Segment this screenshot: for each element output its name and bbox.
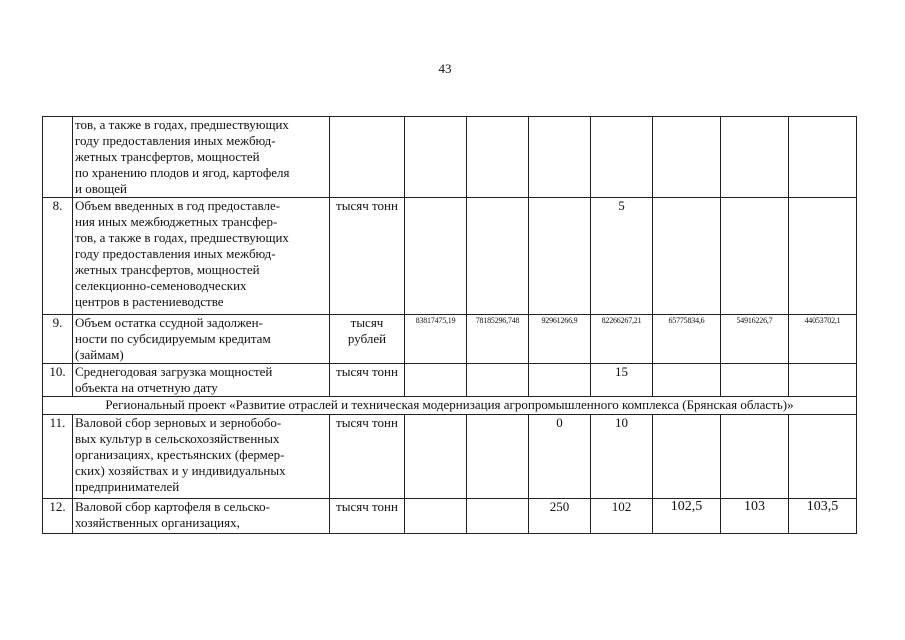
value-cell: 83817475,19 bbox=[405, 315, 467, 364]
table-row bbox=[43, 415, 857, 499]
value-cell bbox=[653, 117, 721, 198]
value-cell: 103 bbox=[721, 499, 789, 534]
value-cell: 10 bbox=[591, 415, 653, 499]
value-cell bbox=[789, 117, 857, 198]
row-number bbox=[43, 117, 73, 198]
value-cell: 54916226,7 bbox=[721, 315, 789, 364]
indicators-table bbox=[42, 116, 857, 534]
value-cell bbox=[721, 364, 789, 397]
value-cell bbox=[721, 117, 789, 198]
table-row bbox=[43, 364, 857, 397]
value-cell bbox=[721, 415, 789, 499]
value-cell: 78185296,748 bbox=[467, 315, 529, 364]
value-cell: 15 bbox=[591, 364, 653, 397]
indicator-name: Валовой сбор картофеля в сельско- хозяйственных организациях, bbox=[73, 499, 330, 534]
value-cell bbox=[405, 499, 467, 534]
value-cell bbox=[405, 364, 467, 397]
row-number: 10. bbox=[43, 364, 73, 397]
value-cell bbox=[789, 415, 857, 499]
unit-cell bbox=[330, 117, 405, 198]
row-number: 9. bbox=[43, 315, 73, 364]
indicator-name: Объем введенных в год предоставле- ния иных межбюджетных трансфер- тов, а также в годах, предшествующих году предоставления иных межбюд- жетных трансфертов, мощностей селекционно-семеноводческих центров в растениеводстве bbox=[73, 198, 330, 315]
value-cell bbox=[467, 117, 529, 198]
table-row bbox=[43, 117, 857, 198]
section-row bbox=[43, 397, 857, 415]
unit-cell: тысяч тонн bbox=[330, 415, 405, 499]
value-cell bbox=[529, 198, 591, 315]
unit-cell: тысяч тонн bbox=[330, 198, 405, 315]
row-number: 12. bbox=[43, 499, 73, 534]
table-row bbox=[43, 198, 857, 315]
value-cell bbox=[405, 198, 467, 315]
value-cell bbox=[467, 198, 529, 315]
value-cell bbox=[653, 364, 721, 397]
value-cell bbox=[467, 499, 529, 534]
value-cell bbox=[789, 364, 857, 397]
value-cell bbox=[467, 415, 529, 499]
value-cell bbox=[721, 198, 789, 315]
value-cell bbox=[529, 117, 591, 198]
row-number: 8. bbox=[43, 198, 73, 315]
table-row bbox=[43, 315, 857, 364]
value-cell bbox=[405, 415, 467, 499]
unit-cell: тысяч рублей bbox=[330, 315, 405, 364]
value-cell: 102 bbox=[591, 499, 653, 534]
section-title: Региональный проект «Развитие отраслей и техническая модернизация агропромышленного комплекса (Брянская область)» bbox=[43, 397, 857, 415]
table-row bbox=[43, 499, 857, 534]
value-cell bbox=[467, 364, 529, 397]
value-cell: 5 bbox=[591, 198, 653, 315]
row-number: 11. bbox=[43, 415, 73, 499]
value-cell: 92961266,9 bbox=[529, 315, 591, 364]
value-cell bbox=[591, 117, 653, 198]
value-cell bbox=[653, 415, 721, 499]
indicator-name: Среднегодовая загрузка мощностей объекта на отчетную дату bbox=[73, 364, 330, 397]
value-cell bbox=[529, 364, 591, 397]
value-cell: 0 bbox=[529, 415, 591, 499]
indicator-name: тов, а также в годах, предшествующих году предоставления иных межбюд- жетных трансфертов, мощностей по хранению плодов и ягод, картофеля и овощей bbox=[73, 117, 330, 198]
value-cell: 102,5 bbox=[653, 499, 721, 534]
value-cell: 65775834,6 bbox=[653, 315, 721, 364]
value-cell bbox=[405, 117, 467, 198]
value-cell: 103,5 bbox=[789, 499, 857, 534]
value-cell: 250 bbox=[529, 499, 591, 534]
unit-cell: тысяч тонн bbox=[330, 364, 405, 397]
unit-cell: тысяч тонн bbox=[330, 499, 405, 534]
indicator-name: Объем остатка ссудной задолжен- ности по субсидируемым кредитам (займам) bbox=[73, 315, 330, 364]
indicator-name: Валовой сбор зерновых и зернобобо- вых культур в сельскохозяйственных организациях, крестьянских (фермер- ских) хозяйствах и у индивидуальных предпринимателей bbox=[73, 415, 330, 499]
value-cell: 82266267,21 bbox=[591, 315, 653, 364]
page-number: 43 bbox=[438, 61, 452, 76]
value-cell bbox=[789, 198, 857, 315]
value-cell: 44053702,1 bbox=[789, 315, 857, 364]
value-cell bbox=[653, 198, 721, 315]
